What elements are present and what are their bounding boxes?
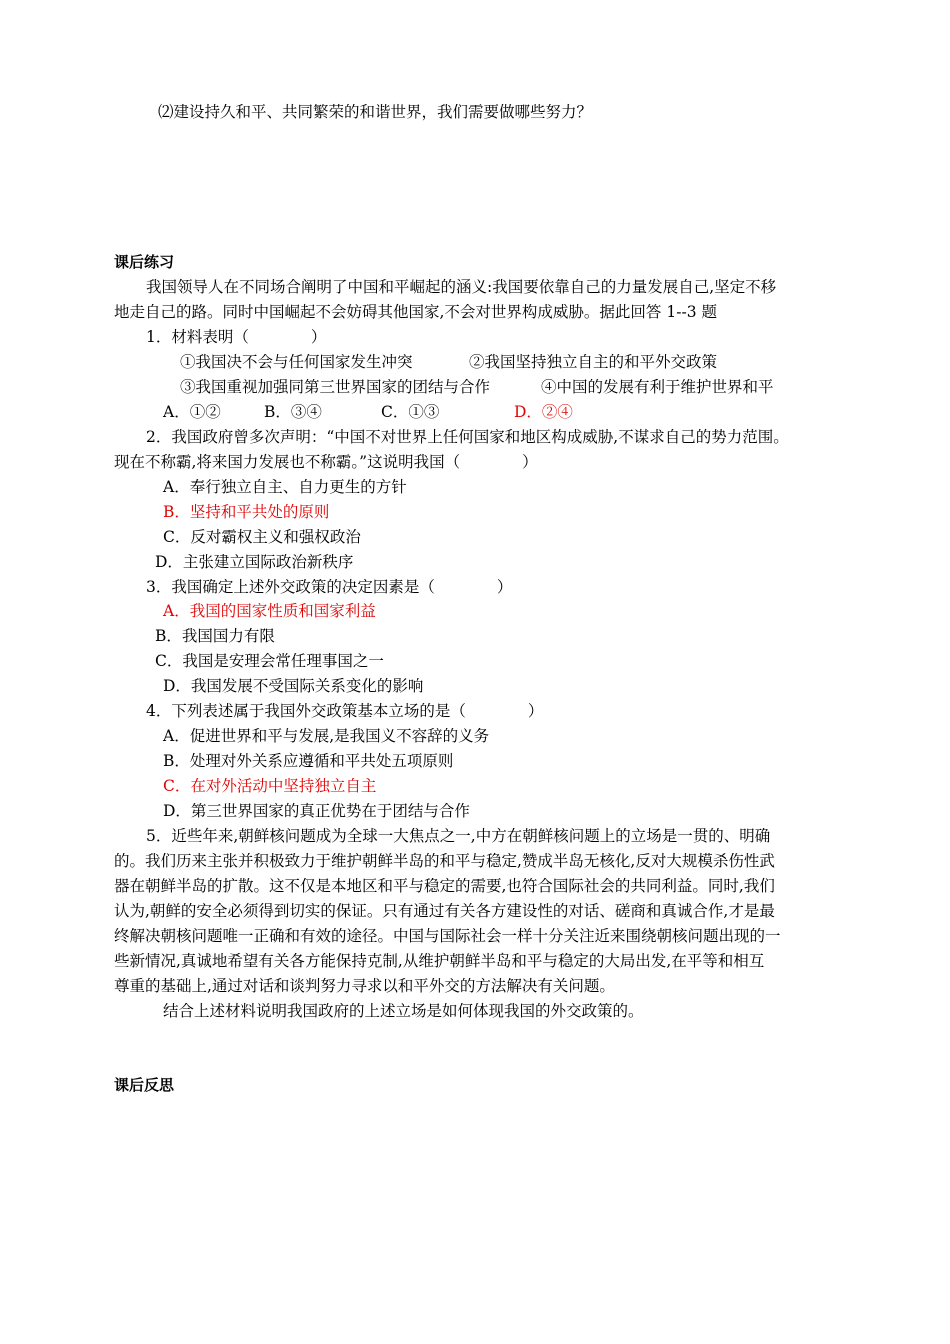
question-1-item: ④中国的发展有利于维护世界和平 [541, 378, 774, 396]
question-5-material-line: 5．近些年来,朝鲜核问题成为全球一大焦点之一,中方在朝鲜核问题上的立场是一贯的、明确 [146, 827, 771, 845]
question-4-option-b: B．处理对外关系应遵循和平共处五项原则 [163, 752, 454, 770]
question-5-material-line: 的。我们历来主张并积极致力于维护朝鲜半岛的和平与稳定,赞成半岛无核化,反对大规模杀伤性武 [114, 852, 775, 870]
question-3-option-d: D．我国发展不受国际关系变化的影响 [163, 677, 424, 695]
question-5-material-line: 尊重的基础上,通过对话和谈判努力寻求以和平外交的方法解决有关问题。 [114, 977, 615, 995]
question-3-option-a-answer: A．我国的国家性质和国家利益 [163, 602, 376, 620]
question-1-item: ①我国决不会与任何国家发生冲突 [180, 353, 413, 371]
section-heading-practice: 课后练习 [114, 253, 175, 271]
question-1-stem: 1．材料表明（ ） [146, 328, 327, 346]
question-5-prompt: 结合上述材料说明我国政府的上述立场是如何体现我国的外交政策的。 [163, 1002, 644, 1020]
question-1-option-a: A．①② [163, 403, 221, 421]
question-4-option-c-answer: C．在对外活动中坚持独立自主 [163, 777, 377, 795]
section-heading-reflection: 课后反思 [114, 1076, 175, 1094]
question-2-stem-line: 2．我国政府曾多次声明：“中国不对世界上任何国家和地区构成威胁,不谋求自己的势力范围。 [146, 428, 789, 446]
question-5-material-line: 认为,朝鲜的安全必须得到切实的保证。只有通过有关各方建设性的对话、磋商和真诚合作,才是最 [114, 902, 775, 920]
question-5-material-line: 器在朝鲜半岛的扩散。这不仅是本地区和平与稳定的需要,也符合国际社会的共同利益。同时,我们 [114, 877, 775, 895]
question-2-option-a: A．奉行独立自主、自力更生的方针 [163, 478, 407, 496]
question-1-item: ③我国重视加强同第三世界国家的团结与合作 [180, 378, 491, 396]
question-5-material-line: 终解决朝核问题唯一正确和有效的途径。中国与国际社会一样十分关注近来围绕朝核问题出现的一 [114, 927, 781, 945]
question-1-option-d-answer: D．②④ [514, 403, 573, 421]
intro-paragraph-line: 地走自己的路。同时中国崛起不会妨碍其他国家,不会对世界构成威胁。据此回答 1--3 题 [114, 303, 717, 321]
intro-paragraph-line: 我国领导人在不同场合阐明了中国和平崛起的涵义:我国要依靠自己的力量发展自己,坚定不移 [146, 278, 777, 296]
question-5-material-line: 些新情况,真诚地希望有关各方能保持克制,从维护朝鲜半岛和平与稳定的大局出发,在平等和相互 [114, 952, 765, 970]
question-4-stem: 4．下列表述属于我国外交政策基本立场的是（ ） [146, 702, 544, 720]
question-2-prompt: ⑵建设持久和平、共同繁荣的和谐世界，我们需要做哪些努力？ [158, 103, 593, 121]
question-2-option-d: D．主张建立国际政治新秩序 [155, 553, 354, 571]
question-2-option-b-answer: B．坚持和平共处的原则 [163, 503, 330, 521]
question-4-option-d: D．第三世界国家的真正优势在于团结与合作 [163, 802, 470, 820]
question-2-stem-line: 现在不称霸,将来国力发展也不称霸。”这说明我国（ ） [114, 453, 538, 471]
question-1-option-c: C．①③ [381, 403, 440, 421]
question-1-option-b: B．③④ [264, 403, 322, 421]
question-1-item: ②我国坚持独立自主的和平外交政策 [469, 353, 718, 371]
question-4-option-a: A．促进世界和平与发展,是我国义不容辞的义务 [163, 727, 490, 745]
question-2-option-c: C．反对霸权主义和强权政治 [163, 528, 361, 546]
question-3-option-b: B．我国国力有限 [155, 627, 275, 645]
question-3-option-c: C．我国是安理会常任理事国之一 [155, 652, 384, 670]
question-3-stem: 3．我国确定上述外交政策的决定因素是（ ） [146, 578, 513, 596]
